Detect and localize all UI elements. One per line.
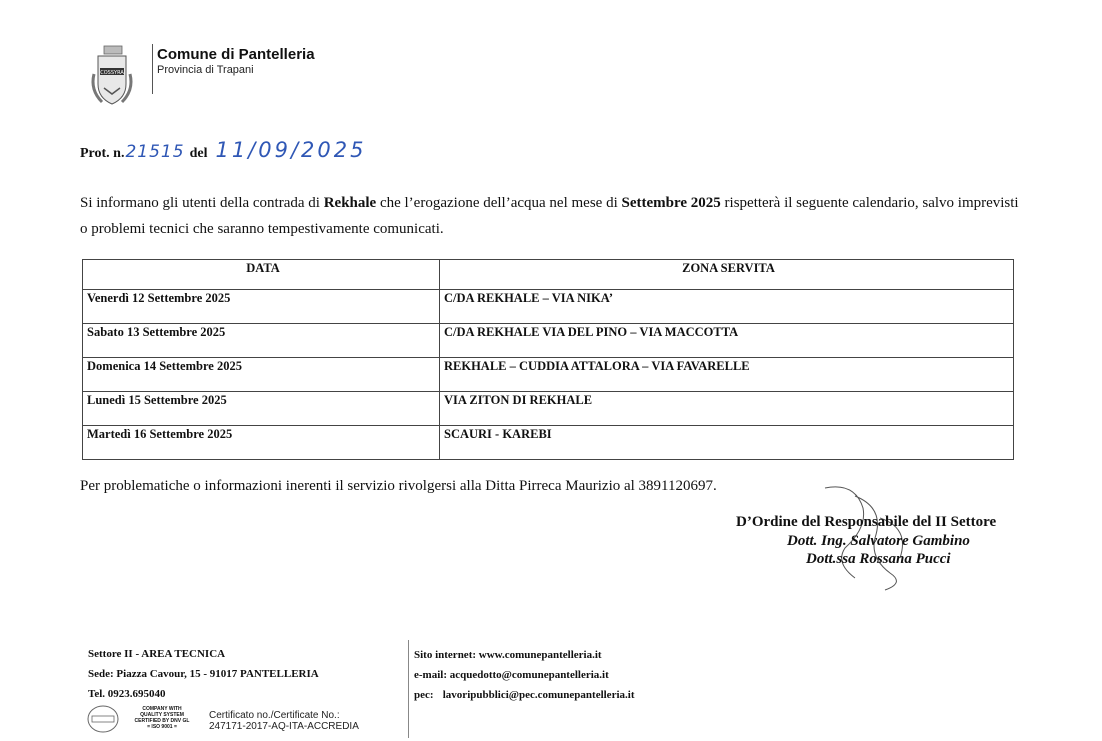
table-row — [83, 392, 1014, 426]
footer-settore: Settore II - AREA TECNICA — [88, 648, 226, 660]
provincia-subtitle: Provincia di Trapani — [157, 64, 254, 76]
header-divider — [152, 44, 153, 94]
certification-text — [126, 706, 198, 730]
footer-pec-value: lavoripubblici@pec.comunepantelleria.it — [442, 689, 635, 701]
row-date: Martedì 16 Settembre 2025 — [83, 426, 440, 460]
row-date: Lunedì 15 Settembre 2025 — [83, 392, 440, 426]
row-zone: C/DA REKHALE – VIA NIKA’ — [440, 290, 1014, 324]
table-row — [83, 358, 1014, 392]
dnv-certification-icon — [86, 704, 120, 734]
row-date: Domenica 14 Settembre 2025 — [83, 358, 440, 392]
footer-email: e-mail: acquedotto@comunepantelleria.it — [414, 669, 609, 681]
row-zone: C/DA REKHALE VIA DEL PINO – VIA MACCOTTA — [440, 324, 1014, 358]
footer-right — [414, 645, 634, 705]
footer-pec-label: pec: — [414, 689, 434, 701]
intro-contrada: Rekhale — [323, 195, 377, 211]
contact-line: Per problematiche o informazioni inerenti il servizio rivolgersi alla Ditta Pirreca Maurizio al 3891120697. — [80, 478, 717, 494]
footer-sede: Sede: Piazza Cavour, 15 - 91017 PANTELLERIA — [88, 668, 319, 680]
footer-tel: Tel. 0923.695040 — [88, 688, 166, 700]
cert-line-2: QUALITY SYSTEM — [140, 712, 184, 718]
row-zone: SCAURI - KAREBI — [440, 426, 1014, 460]
intro-text-3: rispetterà il seguente calendario, salvo imprevisti o problemi tecnici che saranno tempestivamente comunicati. — [80, 195, 1019, 237]
signature-name-1: Dott. Ing. Salvatore Gambino — [787, 533, 970, 549]
footer-divider — [408, 640, 409, 738]
intro-paragraph — [80, 190, 1025, 242]
row-date: Venerdì 12 Settembre 2025 — [83, 290, 440, 324]
schedule-table — [82, 259, 1014, 460]
municipal-crest-icon — [88, 44, 136, 108]
table-header-row — [83, 260, 1014, 290]
table-row — [83, 324, 1014, 358]
intro-mese: Settembre 2025 — [621, 195, 721, 211]
cert-line-3: CERTIFIED BY DNV GL — [134, 718, 190, 724]
intro-text-2: che l’erogazione dell’acqua nel mese di — [376, 195, 622, 211]
certificate-number — [209, 710, 359, 732]
intro-text-1: Si informano gli utenti della contrada di — [80, 195, 324, 211]
row-zone: VIA ZITON DI REKHALE — [440, 392, 1014, 426]
protocol-date: 11/09/2025 — [215, 138, 367, 162]
cert-line-1: COMPANY WITH — [142, 706, 182, 712]
svg-text:COSSYRA: COSSYRA — [100, 70, 124, 76]
table-row — [83, 426, 1014, 460]
footer-pec — [414, 685, 634, 705]
cert-no-label: Certificato no./Certificate No.: — [209, 710, 340, 721]
footer-left — [88, 644, 319, 704]
protocol-number: 21515 — [125, 142, 185, 162]
signature-role: D’Ordine del Responsabile del II Settore — [736, 514, 997, 530]
header-data: DATA — [83, 260, 440, 290]
cert-no-value: 247171-2017-AQ-ITA-ACCREDIA — [209, 721, 359, 732]
row-zone: REKHALE – CUDDIA ATTALORA – VIA FAVARELLE — [440, 358, 1014, 392]
protocol-label: Prot. n. — [80, 146, 125, 161]
footer-sito: Sito internet: www.comunepantelleria.it — [414, 649, 602, 661]
row-date: Sabato 13 Settembre 2025 — [83, 324, 440, 358]
table-row — [83, 290, 1014, 324]
signature-name-2: Dott.ssa Rossana Pucci — [806, 551, 951, 567]
header-zona-servita: ZONA SERVITA — [440, 260, 1014, 290]
protocol-del-label: del — [189, 146, 208, 161]
cert-line-4: = ISO 9001 = — [147, 724, 177, 730]
comune-title: Comune di Pantelleria — [157, 46, 315, 63]
protocol-line — [80, 138, 367, 162]
